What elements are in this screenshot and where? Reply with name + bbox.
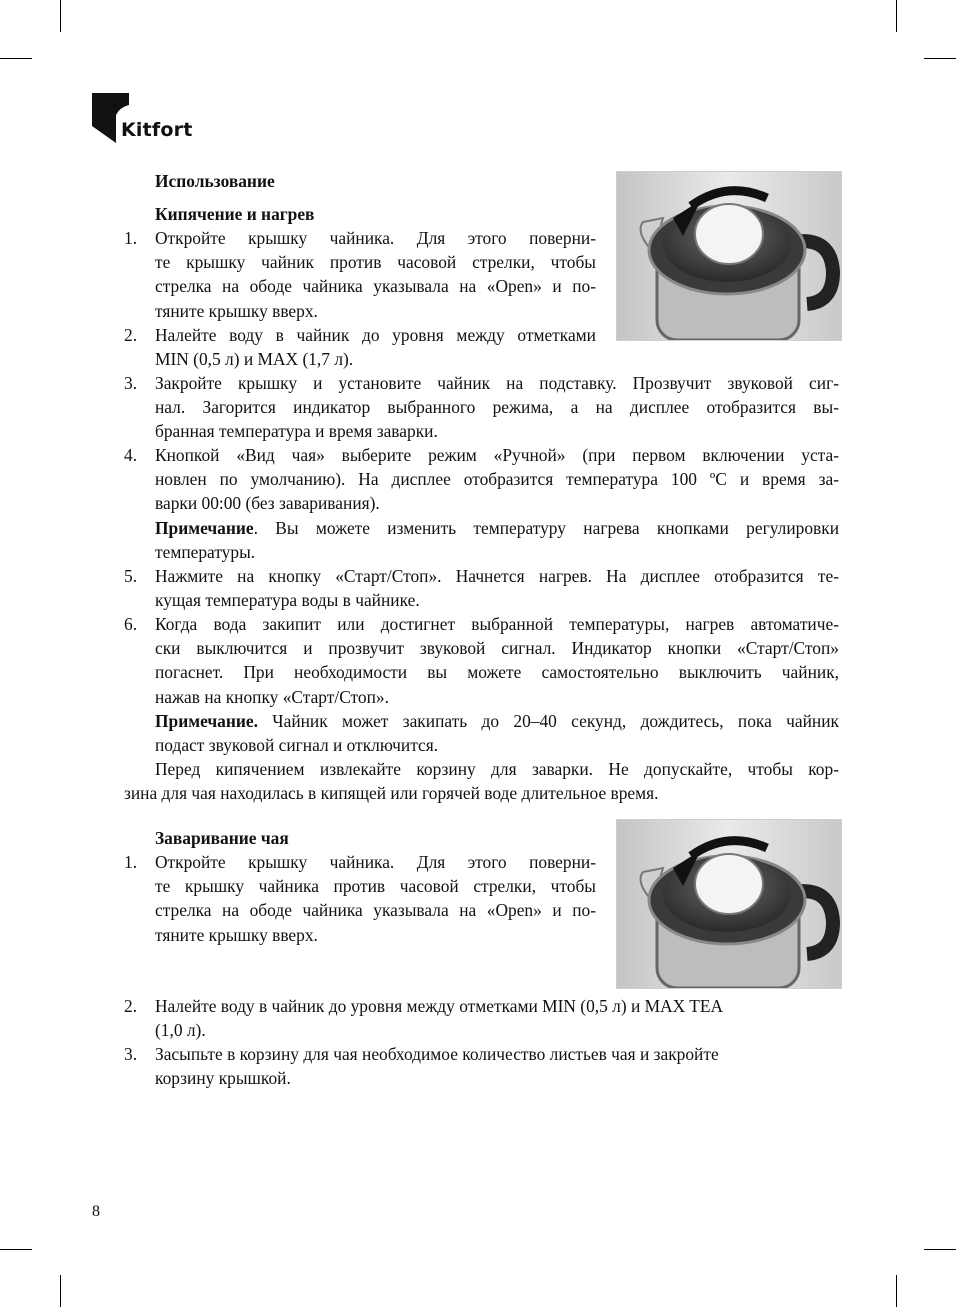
boiling-step-5 bbox=[155, 564, 839, 612]
text-line: варки 00:00 (без заваривания). bbox=[155, 493, 380, 514]
text-line: . Вы можете изменить температуру нагрева кнопками регулировки bbox=[253, 517, 839, 538]
boiling-step-6 bbox=[155, 612, 839, 781]
text-line: кущая температура воды в чайнике. bbox=[155, 590, 420, 611]
step-number: 1. bbox=[124, 228, 138, 248]
boiling-step-4 bbox=[155, 443, 839, 564]
text-line: температуры. bbox=[155, 541, 256, 562]
brewing-step-2 bbox=[155, 994, 839, 1042]
text-line: подаст звуковой сигнал и отключится. bbox=[155, 735, 439, 756]
step-number: 5. bbox=[124, 566, 138, 586]
step-number: 3. bbox=[124, 1044, 138, 1064]
text-line: (1,0 л). bbox=[155, 1020, 206, 1041]
text-line: Налейте воду в чайник до уровня между отметками bbox=[155, 325, 596, 345]
brewing-step-3 bbox=[155, 1042, 839, 1090]
crop-mark bbox=[60, 1275, 61, 1307]
kettle-lid-photo bbox=[616, 819, 842, 989]
crop-mark bbox=[0, 58, 32, 59]
text-line: тяните крышку вверх. bbox=[155, 924, 318, 945]
warning-line: зина для чая находилась в кипящей или горячей воде длительное время. bbox=[124, 783, 659, 803]
text-line: Засыпьте в корзину для чая необходимое количество листьев чая и закройте bbox=[155, 1044, 719, 1064]
step-number: 4. bbox=[124, 445, 138, 465]
note-label: Примечание. bbox=[155, 710, 258, 731]
text-line: нал. Загорится индикатор выбранного режима, а на дисплее отобразится вы- bbox=[155, 397, 839, 418]
text-line: Закройте крышку и установите чайник на подставку. Прозвучит звуковой сиг- bbox=[155, 373, 839, 393]
section-title-boiling: Кипячение и нагрев bbox=[155, 204, 315, 224]
text-line: стрелка на ободе чайника указывала на «Open» и по- bbox=[155, 276, 596, 297]
text-line: тяните крышку вверх. bbox=[155, 300, 318, 321]
text-line: стрелка на ободе чайника указывала на «Open» и по- bbox=[155, 900, 596, 921]
kettle-lid-photo bbox=[616, 171, 842, 341]
crop-mark bbox=[0, 1249, 32, 1250]
boiling-step-1 bbox=[155, 226, 596, 323]
text-line: Откройте крышку чайника. Для этого поверни- bbox=[155, 228, 596, 248]
step-number: 1. bbox=[124, 852, 138, 872]
text-line: Кнопкой «Вид чая» выберите режим «Ручной» (при первом включении уста- bbox=[155, 445, 839, 465]
text-line: корзину крышкой. bbox=[155, 1068, 291, 1089]
note-label: Примечание bbox=[155, 517, 254, 538]
text-line: ски выключится и прозвучит звуковой сигнал. Индикатор кнопки «Старт/Стоп» bbox=[155, 638, 839, 659]
brand-name: Kitfort bbox=[121, 119, 193, 141]
text-line: погаснет. При необходимости вы можете самостоятельно выключить чайник, bbox=[155, 662, 839, 683]
text-line: новлен по умолчанию). На дисплее отобразится температура 100 ºС и время за- bbox=[155, 469, 839, 490]
text-line: нажав на кнопку «Старт/Стоп». bbox=[155, 686, 389, 707]
boiling-step-2 bbox=[155, 323, 596, 371]
crop-mark bbox=[924, 58, 956, 59]
step-number: 3. bbox=[124, 373, 138, 393]
text-line: Налейте воду в чайник до уровня между отметками MIN (0,5 л) и MAX TEA bbox=[155, 996, 724, 1016]
note-2 bbox=[155, 709, 839, 733]
text-line: те крышку чайник против часовой стрелки, чтобы bbox=[155, 252, 596, 273]
crop-mark bbox=[924, 1249, 956, 1250]
warning-continuation bbox=[124, 781, 839, 805]
text-line: Когда вода закипит или достигнет выбранной температуры, нагрев автоматиче- bbox=[155, 614, 839, 634]
crop-mark bbox=[896, 0, 897, 32]
text-line: те крышку чайника против часовой стрелки, чтобы bbox=[155, 876, 596, 897]
step-number: 2. bbox=[124, 996, 138, 1016]
boiling-step-3 bbox=[155, 371, 839, 444]
text-line: бранная температура и время заварки. bbox=[155, 421, 438, 442]
text-line: MIN (0,5 л) и MAX (1,7 л). bbox=[155, 349, 354, 370]
step-number: 2. bbox=[124, 325, 138, 345]
warning-line: Перед кипячением извлекайте корзину для заварки. Не допускайте, чтобы кор- bbox=[155, 759, 839, 780]
crop-mark bbox=[896, 1275, 897, 1307]
text-line: Нажмите на кнопку «Старт/Стоп». Начнется нагрев. На дисплее отобразится те- bbox=[155, 566, 839, 586]
section-title-usage: Использование bbox=[155, 171, 275, 191]
step-number: 6. bbox=[124, 614, 138, 634]
note-1 bbox=[155, 516, 839, 540]
section-title-brewing: Заваривание чая bbox=[155, 828, 289, 848]
text-line: Откройте крышку чайника. Для этого поверни- bbox=[155, 852, 596, 872]
page-number: 8 bbox=[92, 1203, 100, 1220]
text-line: Чайник может закипать до 20–40 секунд, дождитесь, пока чайник bbox=[257, 710, 839, 731]
crop-mark bbox=[60, 0, 61, 32]
brewing-step-1 bbox=[155, 850, 596, 947]
